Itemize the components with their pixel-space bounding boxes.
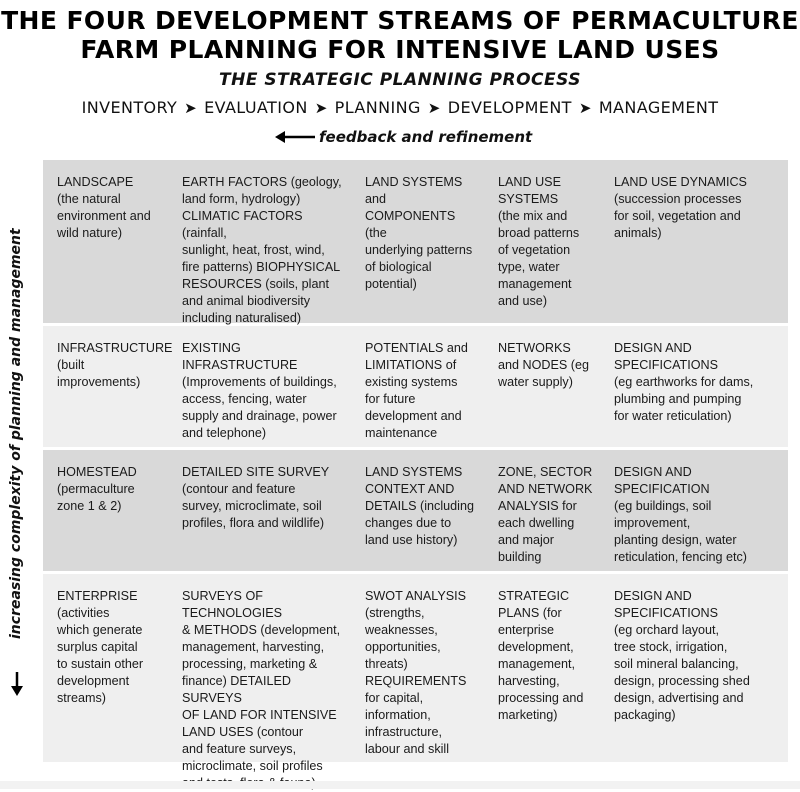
table-cell: EXISTING INFRASTRUCTURE (Improvements of buildings, access, fencing, water supply and drainage, power and telephone) — [182, 341, 337, 440]
table-cell: SWOT ANALYSIS (strengths, weaknesses, opportunities, threats) REQUIREMENTS for capital, information, infrastructure, labour and skill — [365, 589, 467, 756]
table-cell: NETWORKS and NODES (eg water supply) — [498, 341, 589, 389]
down-arrow-icon — [10, 672, 24, 696]
table-row-infrastructure — [43, 326, 788, 450]
table-cell: LAND SYSTEMS and COMPONENTS (the underlying patterns of biological potential) — [365, 175, 473, 291]
right-arrow-icon: ➤ — [427, 99, 441, 117]
table-cell: DESIGN AND SPECIFICATION (eg buildings, soil improvement, planting design, water reticulation, fencing etc) — [614, 465, 748, 564]
table-cell: EARTH FACTORS (geology, land form, hydrology) CLIMATIC FACTORS (rainfall, sunlight, heat, frost, wind, fire patterns) BIOPHYSICAL RESOURCES (soils, plant and animal biodiversity including naturalised) — [182, 175, 342, 325]
process-step-development: DEVELOPMENT — [447, 98, 572, 117]
subtitle: THE STRATEGIC PLANNING PROCESS — [219, 70, 581, 90]
complexity-axis — [8, 190, 26, 710]
feedback-text: feedback and refinement — [319, 128, 533, 146]
table-cell: INFRASTRUCTURE (built improvements) — [57, 341, 173, 389]
complexity-axis-label: increasing complexity of planning and management — [8, 228, 24, 640]
left-arrow-icon — [275, 130, 315, 144]
streams-table — [43, 160, 788, 773]
table-cell: DETAILED SITE SURVEY (contour and feature survey, microclimate, soil profiles, flora and wildlife) — [182, 465, 330, 530]
table-cell: HOMESTEAD (permaculture zone 1 & 2) — [57, 465, 137, 513]
table-row-homestead — [43, 450, 788, 574]
table-row-enterprise — [43, 574, 788, 773]
table-cell: LANDSCAPE (the natural environment and wild nature) — [57, 175, 151, 240]
right-arrow-icon: ➤ — [184, 99, 198, 117]
table-cell: DESIGN AND SPECIFICATIONS (eg orchard layout, tree stock, irrigation, soil mineral balancing, design, processing shed design, advertising and packaging) — [614, 589, 750, 722]
process-step-inventory: INVENTORY — [81, 98, 178, 117]
process-step-planning: PLANNING — [334, 98, 421, 117]
process-step-management: MANAGEMENT — [598, 98, 719, 117]
process-flow — [0, 98, 800, 117]
table-cell: LAND USE DYNAMICS (succession processes for soil, vegetation and animals) — [614, 175, 747, 240]
right-arrow-icon: ➤ — [314, 99, 328, 117]
table-cell: ENTERPRISE (activities which generate surplus capital to sustain other development streams) — [57, 589, 144, 705]
title-line-1: THE FOUR DEVELOPMENT STREAMS OF PERMACULTURE — [1, 6, 799, 35]
feedback-label — [275, 128, 532, 146]
table-cell: LAND SYSTEMS CONTEXT AND DETAILS (including changes due to land use history) — [365, 465, 474, 547]
table-cell: ZONE, SECTOR AND NETWORK ANALYSIS for each dwelling and major building — [498, 465, 593, 564]
title-line-2: FARM PLANNING FOR INTENSIVE LAND USES — [80, 35, 720, 64]
process-step-evaluation: EVALUATION — [204, 98, 308, 117]
bottom-divider — [0, 781, 800, 789]
page-title — [0, 6, 800, 64]
table-cell: DESIGN AND SPECIFICATIONS (eg earthworks for dams, plumbing and pumping for water reticulation) — [614, 341, 754, 423]
table-row-landscape — [43, 160, 788, 326]
table-cell: LAND USE SYSTEMS (the mix and broad patterns of vegetation type, water management and use) — [498, 175, 580, 308]
table-cell: STRATEGIC PLANS (for enterprise development, management, harvesting, processing and marketing) — [498, 589, 584, 722]
table-cell: SURVEYS OF TECHNOLOGIES & METHODS (development, management, harvesting, processing, marketing & finance) DETAILED SURVEYS OF LAND FOR INTENSIVE LAND USES (contour and feature surveys, microclimate, soil profiles — [182, 589, 341, 773]
table-cell: POTENTIALS and LIMITATIONS of existing systems for future development and maintenance — [365, 341, 468, 440]
right-arrow-icon: ➤ — [578, 99, 592, 117]
